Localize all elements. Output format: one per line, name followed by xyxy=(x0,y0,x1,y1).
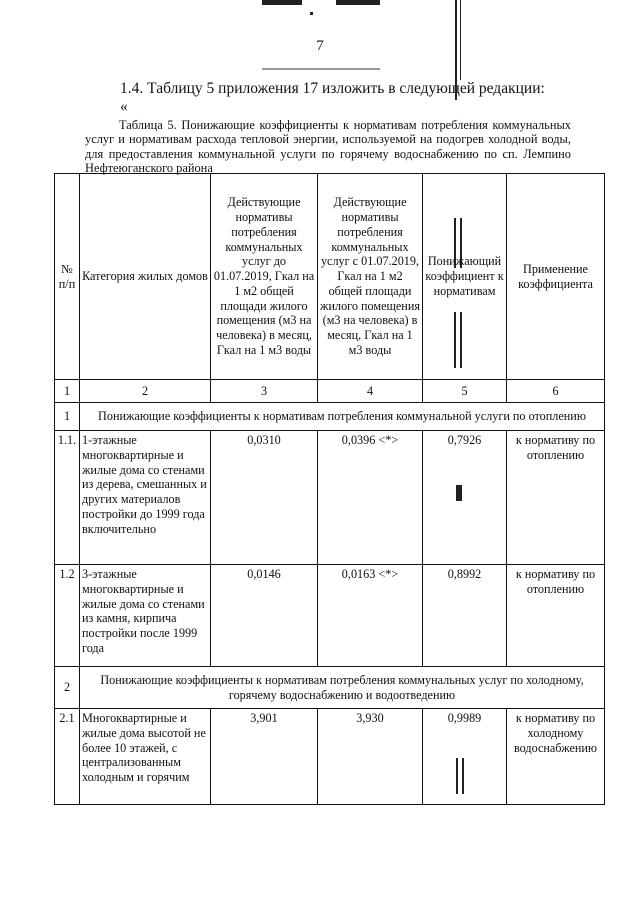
table-header-row xyxy=(55,174,605,380)
norms-table xyxy=(54,173,605,805)
column-number: 2 xyxy=(80,380,211,403)
column-number: 3 xyxy=(211,380,318,403)
header-before: Действующие нормативы потребления коммунальных услуг до 01.07.2019, Гкал на 1 м2 общей площади жилого помещения (м3 на человека) в месяц, Гкал на 1 м3 воды xyxy=(211,174,318,380)
row-num: 2.1 xyxy=(55,709,80,805)
column-number: 1 xyxy=(55,380,80,403)
column-number: 4 xyxy=(318,380,423,403)
row-coef: 0,9989 xyxy=(423,709,507,805)
header-coef: Понижающий коэффициент к нормативам xyxy=(423,174,507,380)
section-row xyxy=(55,667,605,709)
column-number: 6 xyxy=(507,380,605,403)
header-category: Категория жилых домов xyxy=(80,174,211,380)
row-before: 0,0146 xyxy=(211,565,318,667)
row-category: 3-этажные многоквартирные и жилые дома со стенами из камня, кирпича постройки после 1999 года xyxy=(80,565,211,667)
section-title: Понижающие коэффициенты к нормативам потребления коммунальных услуг по холодному, горячему водоснабжению и водоотведению xyxy=(80,667,605,709)
scan-artifact xyxy=(310,12,313,15)
row-usage: к нормативу по холодному водоснабжению xyxy=(507,709,605,805)
table-row xyxy=(55,565,605,667)
row-after: 0,0396 <*> xyxy=(318,431,423,565)
row-usage: к нормативу по отоплению xyxy=(507,565,605,667)
row-coef: 0,7926 xyxy=(423,431,507,565)
table-caption: Таблица 5. Понижающие коэффициенты к нормативам потребления коммунальных услуг и нормативам расхода тепловой энергии, используемой на подогрев холодной воды, для предоставления коммунальной услуги по горячему водоснабжению по сп. Лемпино Нефтеюганского района xyxy=(85,118,571,175)
header-usage: Применение коэффициента xyxy=(507,174,605,380)
row-num: 1.1. xyxy=(55,431,80,565)
section-heading: 1.4. Таблицу 5 приложения 17 изложить в следующей редакции: xyxy=(120,80,545,97)
row-coef: 0,8992 xyxy=(423,565,507,667)
row-num: 1.2 xyxy=(55,565,80,667)
section-title: Понижающие коэффициенты к нормативам потребления коммунальной услуги по отоплению xyxy=(80,403,605,431)
opening-quote: « xyxy=(120,98,128,115)
table-row xyxy=(55,431,605,565)
row-category: 1-этажные многоквартирные и жилые дома со стенами из дерева, смешанных и других материалов постройки до 1999 года включительно xyxy=(80,431,211,565)
table-row xyxy=(55,709,605,805)
row-after: 0,0163 <*> xyxy=(318,565,423,667)
section-num: 1 xyxy=(55,403,80,431)
scan-artifact xyxy=(262,68,380,70)
section-num: 2 xyxy=(55,667,80,709)
scan-artifact xyxy=(336,0,380,5)
row-usage: к нормативу по отоплению xyxy=(507,431,605,565)
row-category: Многоквартирные и жилые дома высотой не более 10 этажей, с централизованным холодным и горячим xyxy=(80,709,211,805)
column-number-row xyxy=(55,380,605,403)
column-number: 5 xyxy=(423,380,507,403)
row-before: 3,901 xyxy=(211,709,318,805)
page-number: 7 xyxy=(316,38,324,54)
row-before: 0,0310 xyxy=(211,431,318,565)
section-row xyxy=(55,403,605,431)
header-num: № п/п xyxy=(55,174,80,380)
header-after: Действующие нормативы потребления коммунальных услуг с 01.07.2019, Гкал на 1 м2 общей площади жилого помещения (м3 на человека) в месяц, Гкал на 1 м3 воды xyxy=(318,174,423,380)
row-after: 3,930 xyxy=(318,709,423,805)
scan-artifact xyxy=(262,0,302,5)
